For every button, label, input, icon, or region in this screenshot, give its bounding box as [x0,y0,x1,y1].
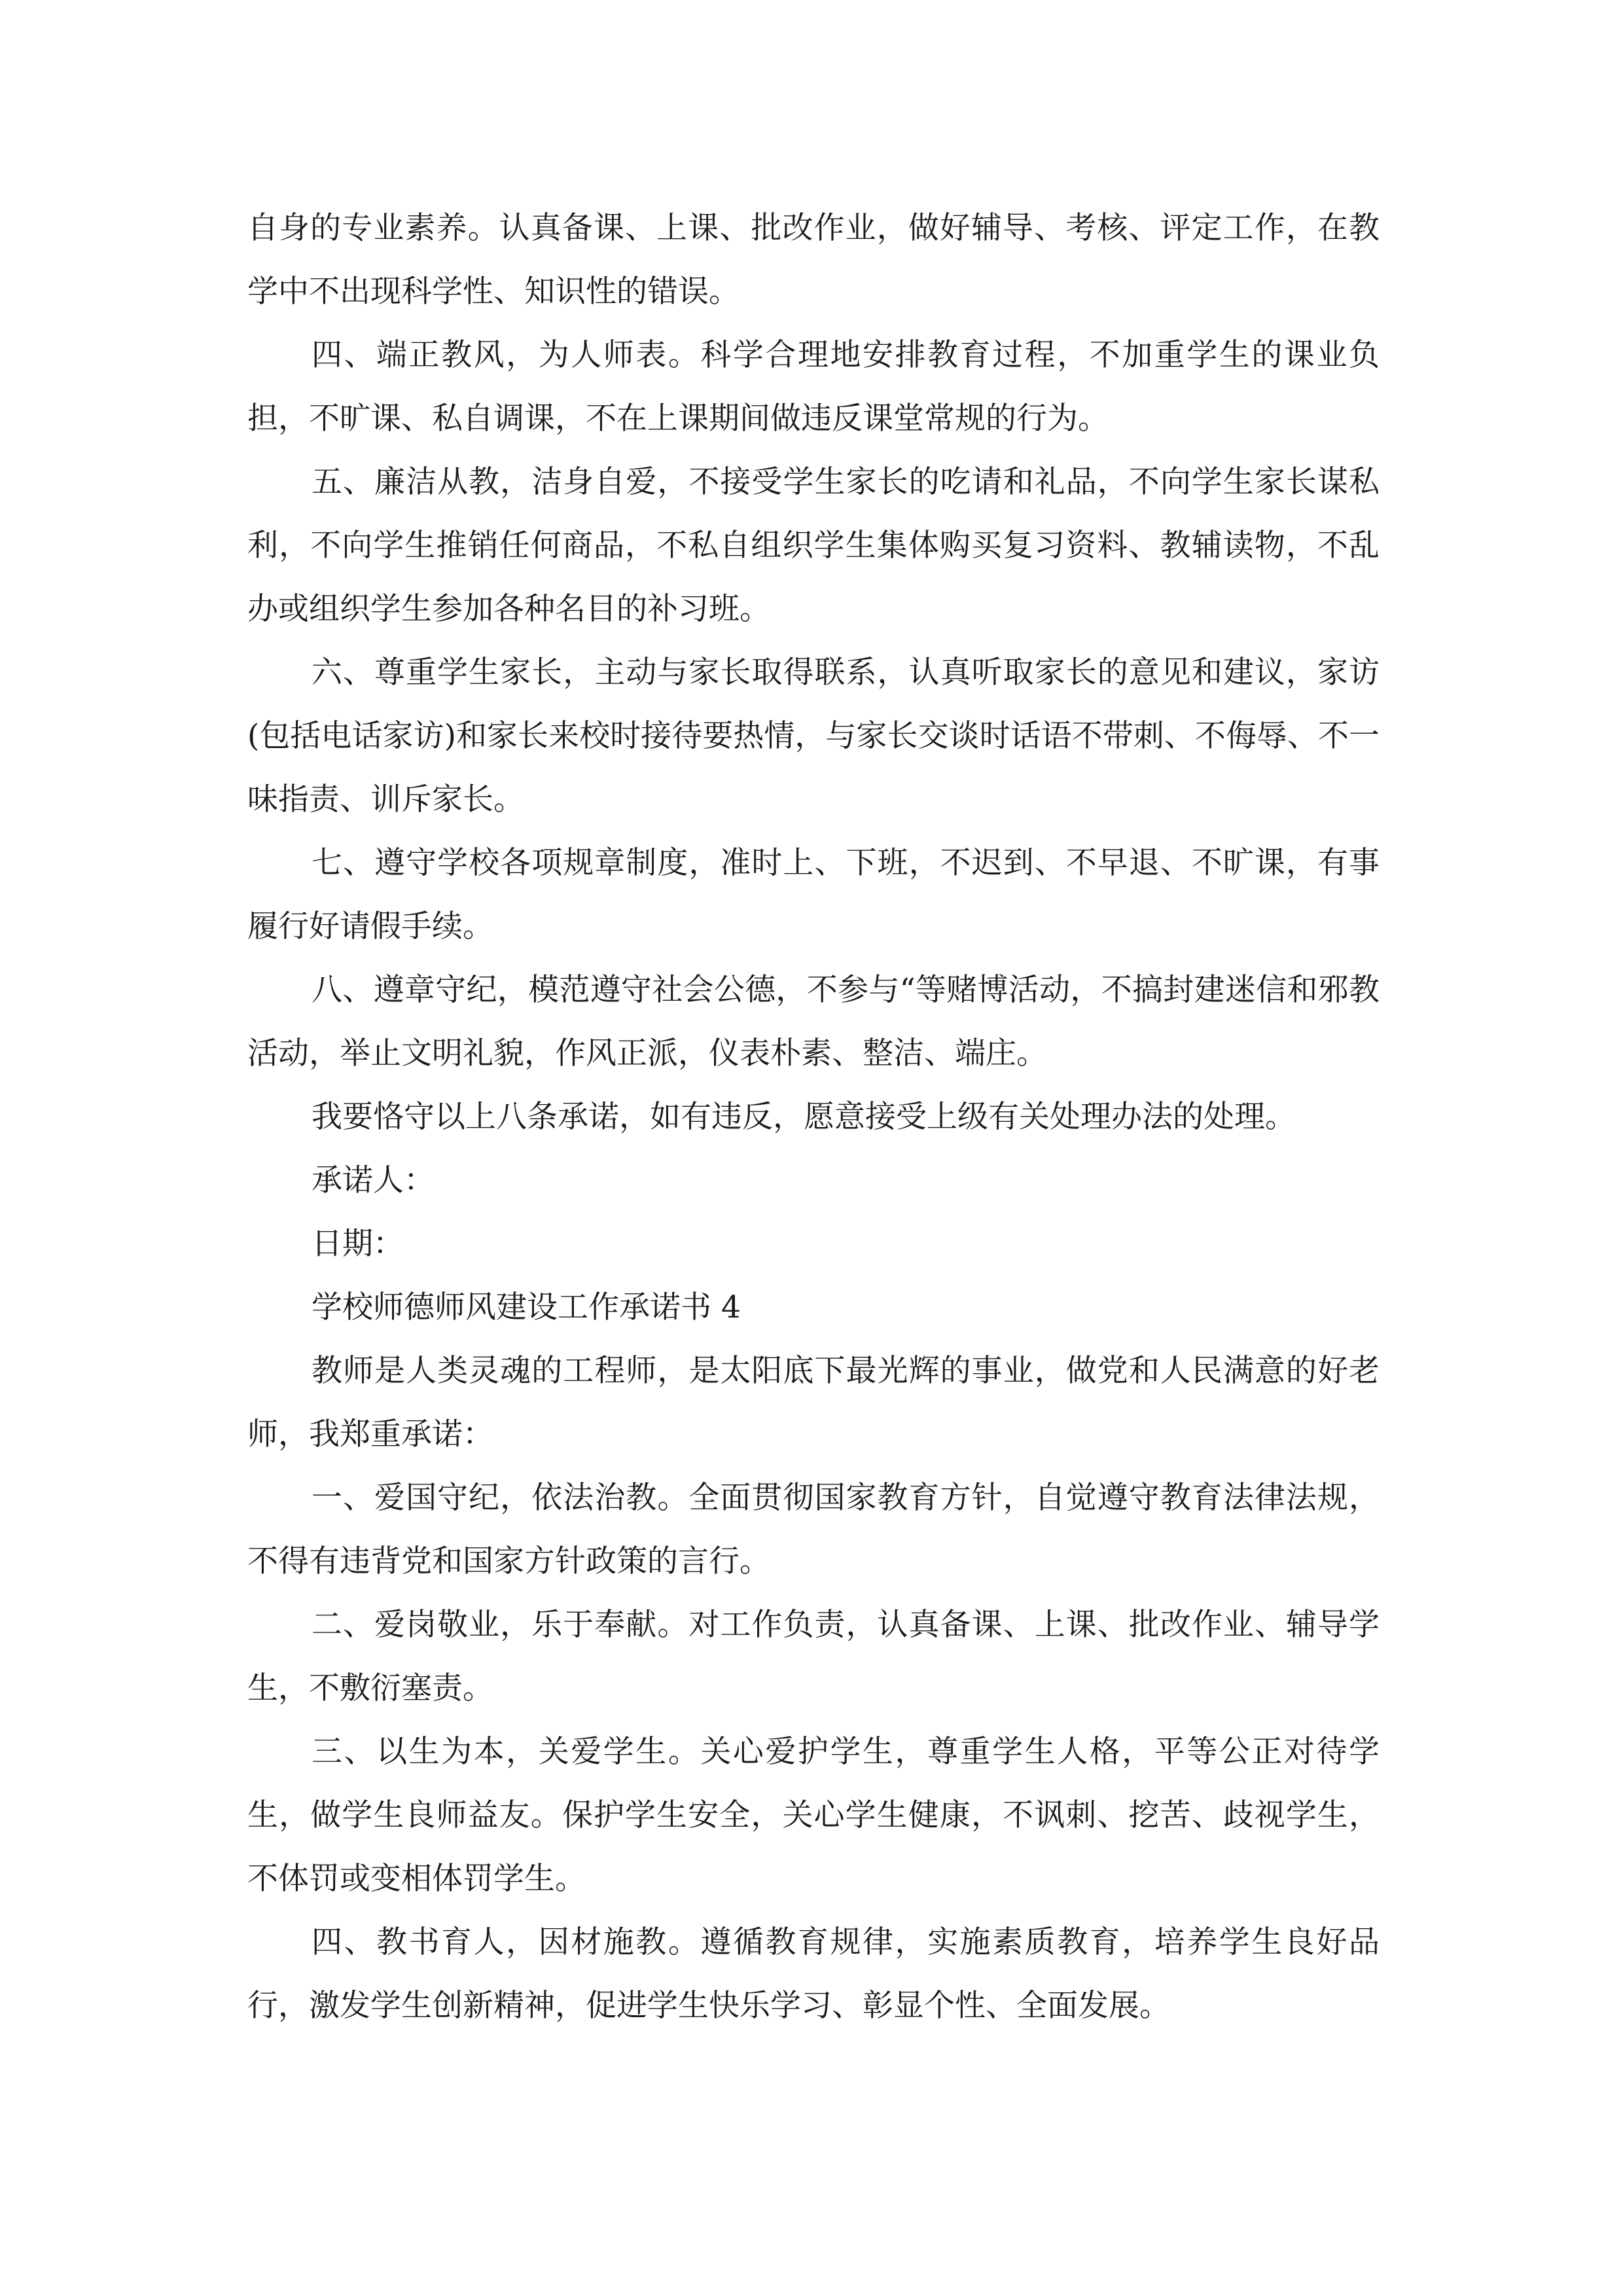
paragraph-item-5-integrity: 五、廉洁从教，洁身自爱，不接受学生家长的吃请和礼品，不向学生家长谋私利，不向学生推销任何商品，不私自组织学生集体购买复习资料、教辅读物，不乱办或组织学生参加各种名目的补习班。 [247,464,1380,627]
paragraph-intro: 教师是人类灵魂的工程师，是太阳底下最光辉的事业，做党和人民满意的好老师，我郑重承诺： [247,1353,1380,1452]
signature-label: 承诺人： [312,1162,435,1198]
paragraph-item-1-patriotism: 一、爱国守纪，依法治教。全面贯彻国家教育方针，自觉遵守教育法律法规，不得有违背党和国家方针政策的言行。 [247,1480,1380,1579]
paragraph-item-6-respect-parents: 六、尊重学生家长，主动与家长取得联系，认真听取家长的意见和建议，家访(包括电话家访)和家长来校时接待要热情，与家长交谈时话语不带刺、不侮辱、不一味指责、训斥家长。 [247,655,1380,817]
section-title: 学校师德师风建设工作承诺书 4 [312,1289,741,1325]
date-label: 日期： [312,1226,404,1262]
paragraph-item-8-discipline: 八、遵章守纪，模范遵守社会公德，不参与“等赌博活动，不搞封建迷信和邪教活动，举止文明礼貌，作风正派，仪表朴素、整洁、端庄。 [247,972,1380,1071]
paragraph-continuation: 自身的专业素养。认真备课、上课、批改作业，做好辅导、考核、评定工作，在教学中不出现科学性、知识性的错误。 [247,210,1380,310]
paragraph-item-4-education: 四、教书育人，因材施教。遵循教育规律，实施素质教育，培养学生良好品行，激发学生创新精神，促进学生快乐学习、彰显个性、全面发展。 [247,1924,1380,2024]
paragraph-item-4-teaching-style: 四、端正教风，为人师表。科学合理地安排教育过程，不加重学生的课业负担，不旷课、私自调课，不在上课期间做违反课堂常规的行为。 [247,337,1380,437]
paragraph-pledge-statement: 我要恪守以上八条承诺，如有违反，愿意接受上级有关处理办法的处理。 [312,1099,1296,1135]
paragraph-item-7-rules: 七、遵守学校各项规章制度，准时上、下班，不迟到、不早退、不旷课，有事履行好请假手续。 [247,845,1380,944]
document-body [247,196,1380,2037]
paragraph-item-3-care-students: 三、以生为本，关爱学生。关心爱护学生，尊重学生人格，平等公正对待学生，做学生良师益友。保护学生安全，关心学生健康，不讽刺、挖苦、歧视学生，不体罚或变相体罚学生。 [247,1734,1380,1897]
paragraph-item-2-dedication: 二、爱岗敬业，乐于奉献。对工作负责，认真备课、上课、批改作业、辅导学生，不敷衍塞责。 [247,1607,1380,1706]
